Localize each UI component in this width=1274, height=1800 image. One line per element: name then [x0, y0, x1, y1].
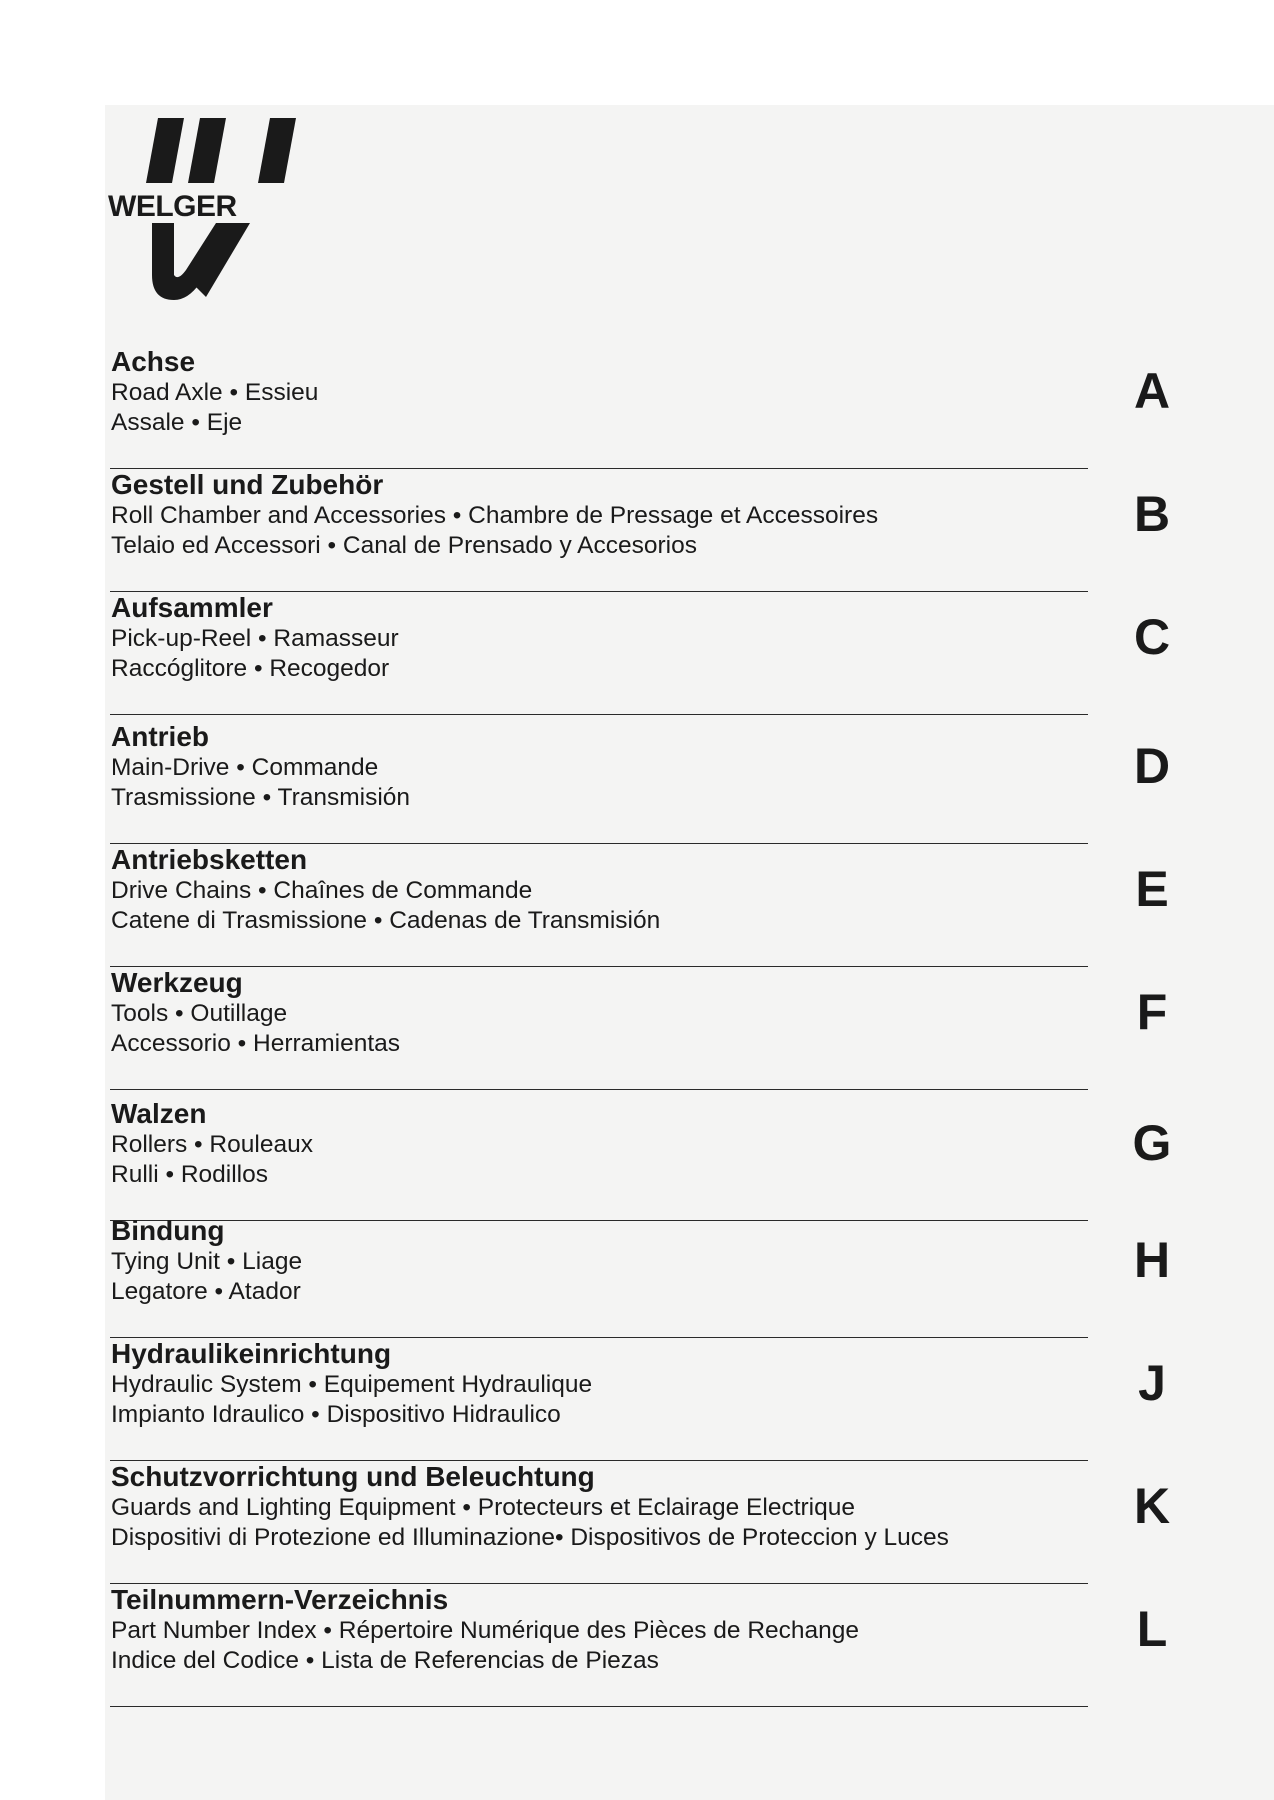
section-f[interactable] [110, 966, 1168, 1090]
section-subtitle: Tools • Outillage [111, 1000, 288, 1027]
section-j[interactable] [110, 1337, 1166, 1461]
section-c[interactable] [110, 591, 1171, 715]
section-subtitle: Legatore • Atador [111, 1278, 301, 1305]
section-letter: C [1133, 609, 1171, 665]
section-subtitle: Trasmissione • Transmisión [111, 784, 411, 811]
section-subtitle: Main-Drive • Commande [111, 754, 379, 781]
section-letter: A [1133, 363, 1171, 419]
section-title: Aufsammler [111, 592, 273, 623]
section-h[interactable] [110, 1214, 1171, 1338]
section-subtitle: Raccóglitore • Recogedor [111, 655, 390, 682]
section-letter: G [1132, 1115, 1172, 1171]
section-title: Antrieb [111, 721, 209, 752]
section-title: Gestell und Zubehör [111, 469, 384, 500]
section-subtitle: Rollers • Rouleaux [111, 1131, 313, 1158]
section-k[interactable] [110, 1460, 1171, 1584]
section-subtitle: Roll Chamber and Accessories • Chambre de Pressage et Accessoires [111, 502, 879, 529]
section-letter: J [1138, 1355, 1166, 1411]
section-subtitle: Rulli • Rodillos [111, 1161, 268, 1188]
section-b[interactable] [110, 468, 1171, 592]
section-title: Werkzeug [111, 967, 243, 998]
section-title: Antriebsketten [111, 844, 308, 875]
section-e[interactable] [110, 843, 1169, 967]
section-subtitle: Road Axle • Essieu [111, 379, 319, 406]
logo-wordmark: WELGER [108, 190, 237, 223]
section-a[interactable] [110, 345, 1171, 469]
section-letter: B [1133, 486, 1171, 542]
section-subtitle: Guards and Lighting Equipment • Protecteurs et Eclairage Electrique [111, 1494, 855, 1521]
section-subtitle: Telaio ed Accessori • Canal de Prensado y Accesorios [111, 532, 698, 559]
section-subtitle: Indice del Codice • Lista de Referencias de Piezas [111, 1647, 659, 1674]
section-title: Bindung [111, 1215, 225, 1246]
section-subtitle: Assale • Eje [111, 409, 243, 436]
section-title: Teilnummern-Verzeichnis [111, 1584, 449, 1615]
section-letter: F [1136, 984, 1168, 1040]
section-subtitle: Catene di Trasmissione • Cadenas de Transmisión [111, 907, 661, 934]
section-letter: D [1133, 738, 1171, 794]
section-g[interactable] [110, 1097, 1172, 1221]
section-d[interactable] [110, 720, 1171, 844]
section-l[interactable] [110, 1583, 1168, 1707]
section-letter: E [1135, 861, 1169, 917]
section-subtitle: Accessorio • Herramientas [111, 1030, 401, 1057]
section-letter: K [1133, 1478, 1171, 1534]
section-letter: H [1133, 1232, 1171, 1288]
section-subtitle: Impianto Idraulico • Dispositivo Hidraulico [111, 1401, 561, 1428]
section-subtitle: Tying Unit • Liage [111, 1248, 303, 1275]
section-subtitle: Pick-up-Reel • Ramasseur [111, 625, 399, 652]
section-subtitle: Part Number Index • Répertoire Numérique des Pièces de Rechange [111, 1617, 860, 1644]
section-title: Hydraulikeinrichtung [111, 1338, 392, 1369]
section-letter: L [1136, 1601, 1168, 1657]
section-title: Schutzvorrichtung und Beleuchtung [111, 1461, 595, 1492]
section-subtitle: Drive Chains • Chaînes de Commande [111, 877, 533, 904]
section-subtitle: Hydraulic System • Equipement Hydraulique [111, 1371, 593, 1398]
section-title: Walzen [111, 1098, 207, 1129]
section-subtitle: Dispositivi di Protezione ed Illuminazione• Dispositivos de Proteccion y Luces [111, 1524, 949, 1551]
section-title: Achse [111, 346, 196, 377]
